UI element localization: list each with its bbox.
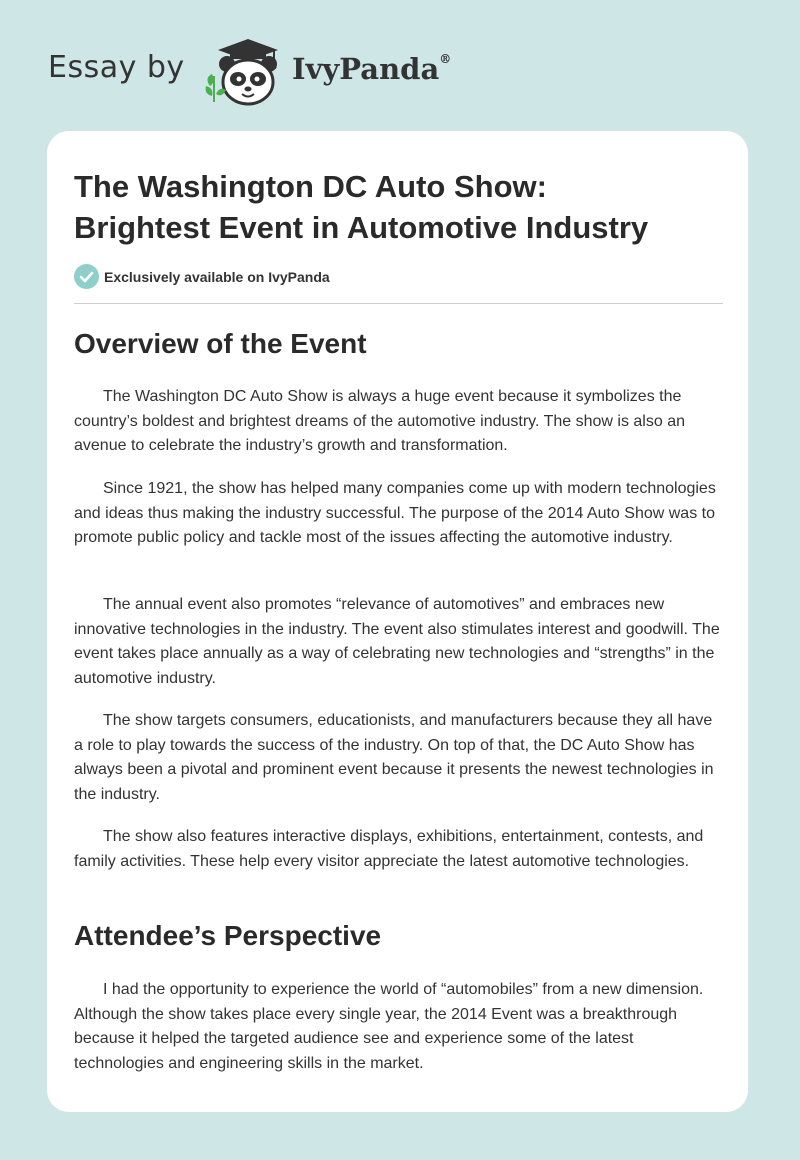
exclusive-badge-text: Exclusively available on IvyPanda [104, 269, 330, 285]
title-divider [74, 303, 723, 304]
article-title-line2: Brightest Event in Automotive Industry [74, 210, 649, 245]
paragraph: The Washington DC Auto Show is always a huge event because it symbolizes the country’s boldest and brightest dreams of the automotive industry. The show is also an avenue to celebrate the industry’s growth and transformation. [74, 388, 685, 455]
brand-name: IvyPanda® [292, 52, 452, 86]
paragraph: The show targets consumers, educationists, and manufacturers because they all have a role to play towards the success of the industry. On top of that, the DC Auto Show has always been a pivotal and prominent event because it presents the newest technologies in the industry. [74, 712, 714, 804]
paragraph: I had the opportunity to experience the world of “automobiles” from a new dimension. Although the show takes place every single year, the 2014 Event was a breakthrough because it helped the targeted audience see and experience some of the latest technologies and engineering skills in the market. [74, 981, 704, 1073]
paragraph: The show also features interactive displays, exhibitions, entertainment, contests, and family activities. These help every visitor appreciate the latest automotive technologies. [74, 828, 704, 870]
paragraph: Since 1921, the show has helped many companies come up with modern technologies and ideas thus making the industry successful. The purpose of the 2014 Auto Show was to promote public policy and tackle most of the issues affecting the automotive industry. [74, 480, 716, 547]
section-heading: Attendee’s Perspective [74, 920, 382, 951]
site-brand[interactable] [48, 36, 508, 108]
article-title-line1: The Washington DC Auto Show: [74, 169, 547, 204]
article-title [74, 166, 714, 248]
brand-prefix: Essay by [48, 50, 185, 85]
panda-logo-icon [202, 36, 294, 108]
article-card [47, 131, 748, 1112]
section-heading: Overview of the Event [74, 328, 367, 359]
paragraph: The annual event also promotes “relevance of automotives” and embraces new innovative technologies in the industry. The event also stimulates interest and goodwill. The event takes place annually as a way of celebrating new technologies and “strengths” in the automotive industry. [74, 596, 720, 688]
check-icon [74, 264, 99, 289]
registered-mark: ® [439, 52, 452, 66]
